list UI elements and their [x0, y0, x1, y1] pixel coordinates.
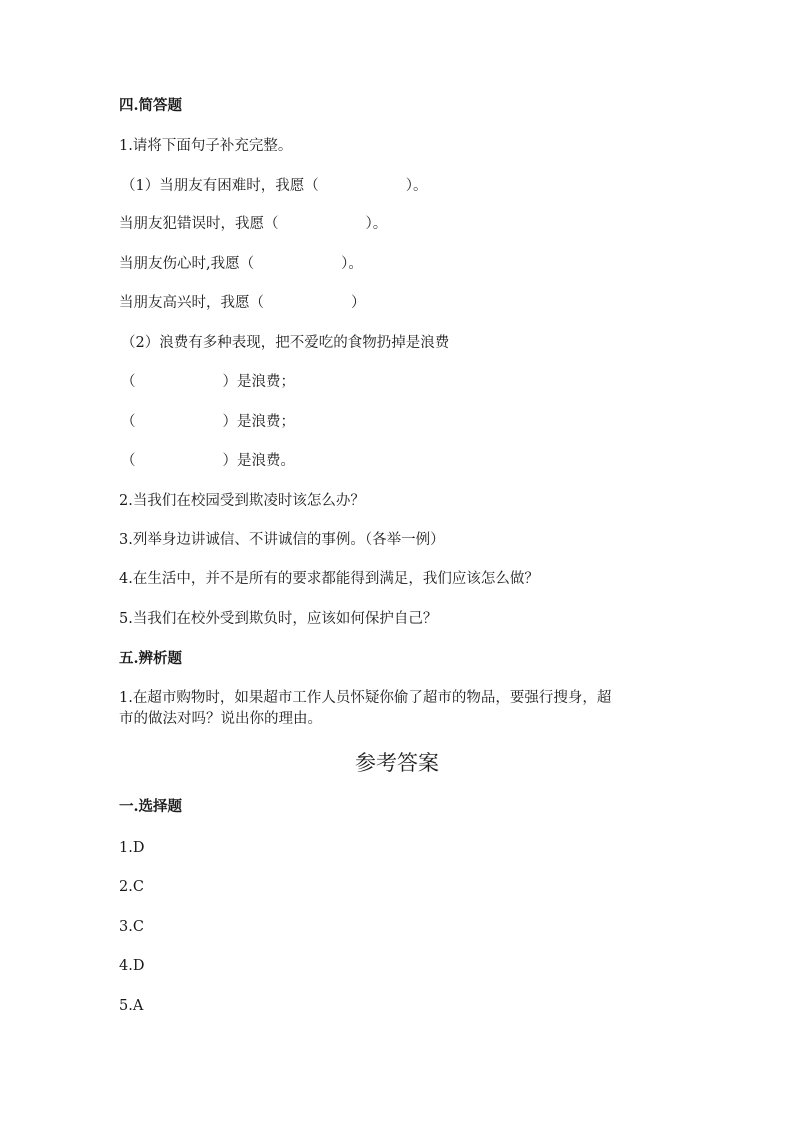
- section5-question-1-line1: 1.在超市购物时，如果超市工作人员怀疑你偷了超市的物品，要强行搜身，超: [119, 690, 612, 706]
- answer-item: 4.D: [119, 958, 145, 974]
- q1-part2-line3: （ ）是浪费。: [121, 453, 295, 469]
- q1-part2-line1: （ ）是浪费；: [121, 374, 295, 390]
- section5-question-1-line2: 市的做法对吗？说出你的理由。: [119, 711, 322, 727]
- q1-part1-line1: （1）当朋友有困难时，我愿（ ）。: [121, 178, 428, 194]
- answer-item: 5.A: [119, 998, 144, 1014]
- section4-heading: 四.简答题: [119, 97, 183, 114]
- answers-section1-heading: 一.选择题: [119, 798, 183, 815]
- answer-item: 1.D: [119, 840, 145, 856]
- answer-item: 2.C: [119, 879, 144, 895]
- q1-part1-line2: 当朋友犯错误时，我愿（ ）。: [119, 216, 388, 232]
- q1-part1-line4: 当朋友高兴时，我愿（ ）: [119, 295, 366, 311]
- answer-item: 3.C: [119, 919, 144, 935]
- question-5: 5.当我们在校外受到欺负时，应该如何保护自己？: [119, 611, 438, 627]
- q1-part1-line3: 当朋友伤心时,我愿（ ）。: [119, 256, 363, 272]
- section5-heading: 五.辨析题: [119, 650, 183, 667]
- q1-part2-stem: （2）浪费有多种表现，把不爱吃的食物扔掉是浪费: [121, 335, 450, 351]
- question-1-stem: 1.请将下面句子补充完整。: [119, 138, 293, 154]
- q1-part2-line2: （ ）是浪费；: [121, 414, 295, 430]
- question-3: 3.列举身边讲诚信、不讲诚信的事例。（各举一例）: [119, 532, 445, 548]
- answers-title: 参考答案: [355, 751, 439, 775]
- question-2: 2.当我们在校园受到欺凌时该怎么办？: [119, 493, 365, 509]
- question-4: 4.在生活中，并不是所有的要求都能得到满足，我们应该怎么做？: [119, 571, 539, 587]
